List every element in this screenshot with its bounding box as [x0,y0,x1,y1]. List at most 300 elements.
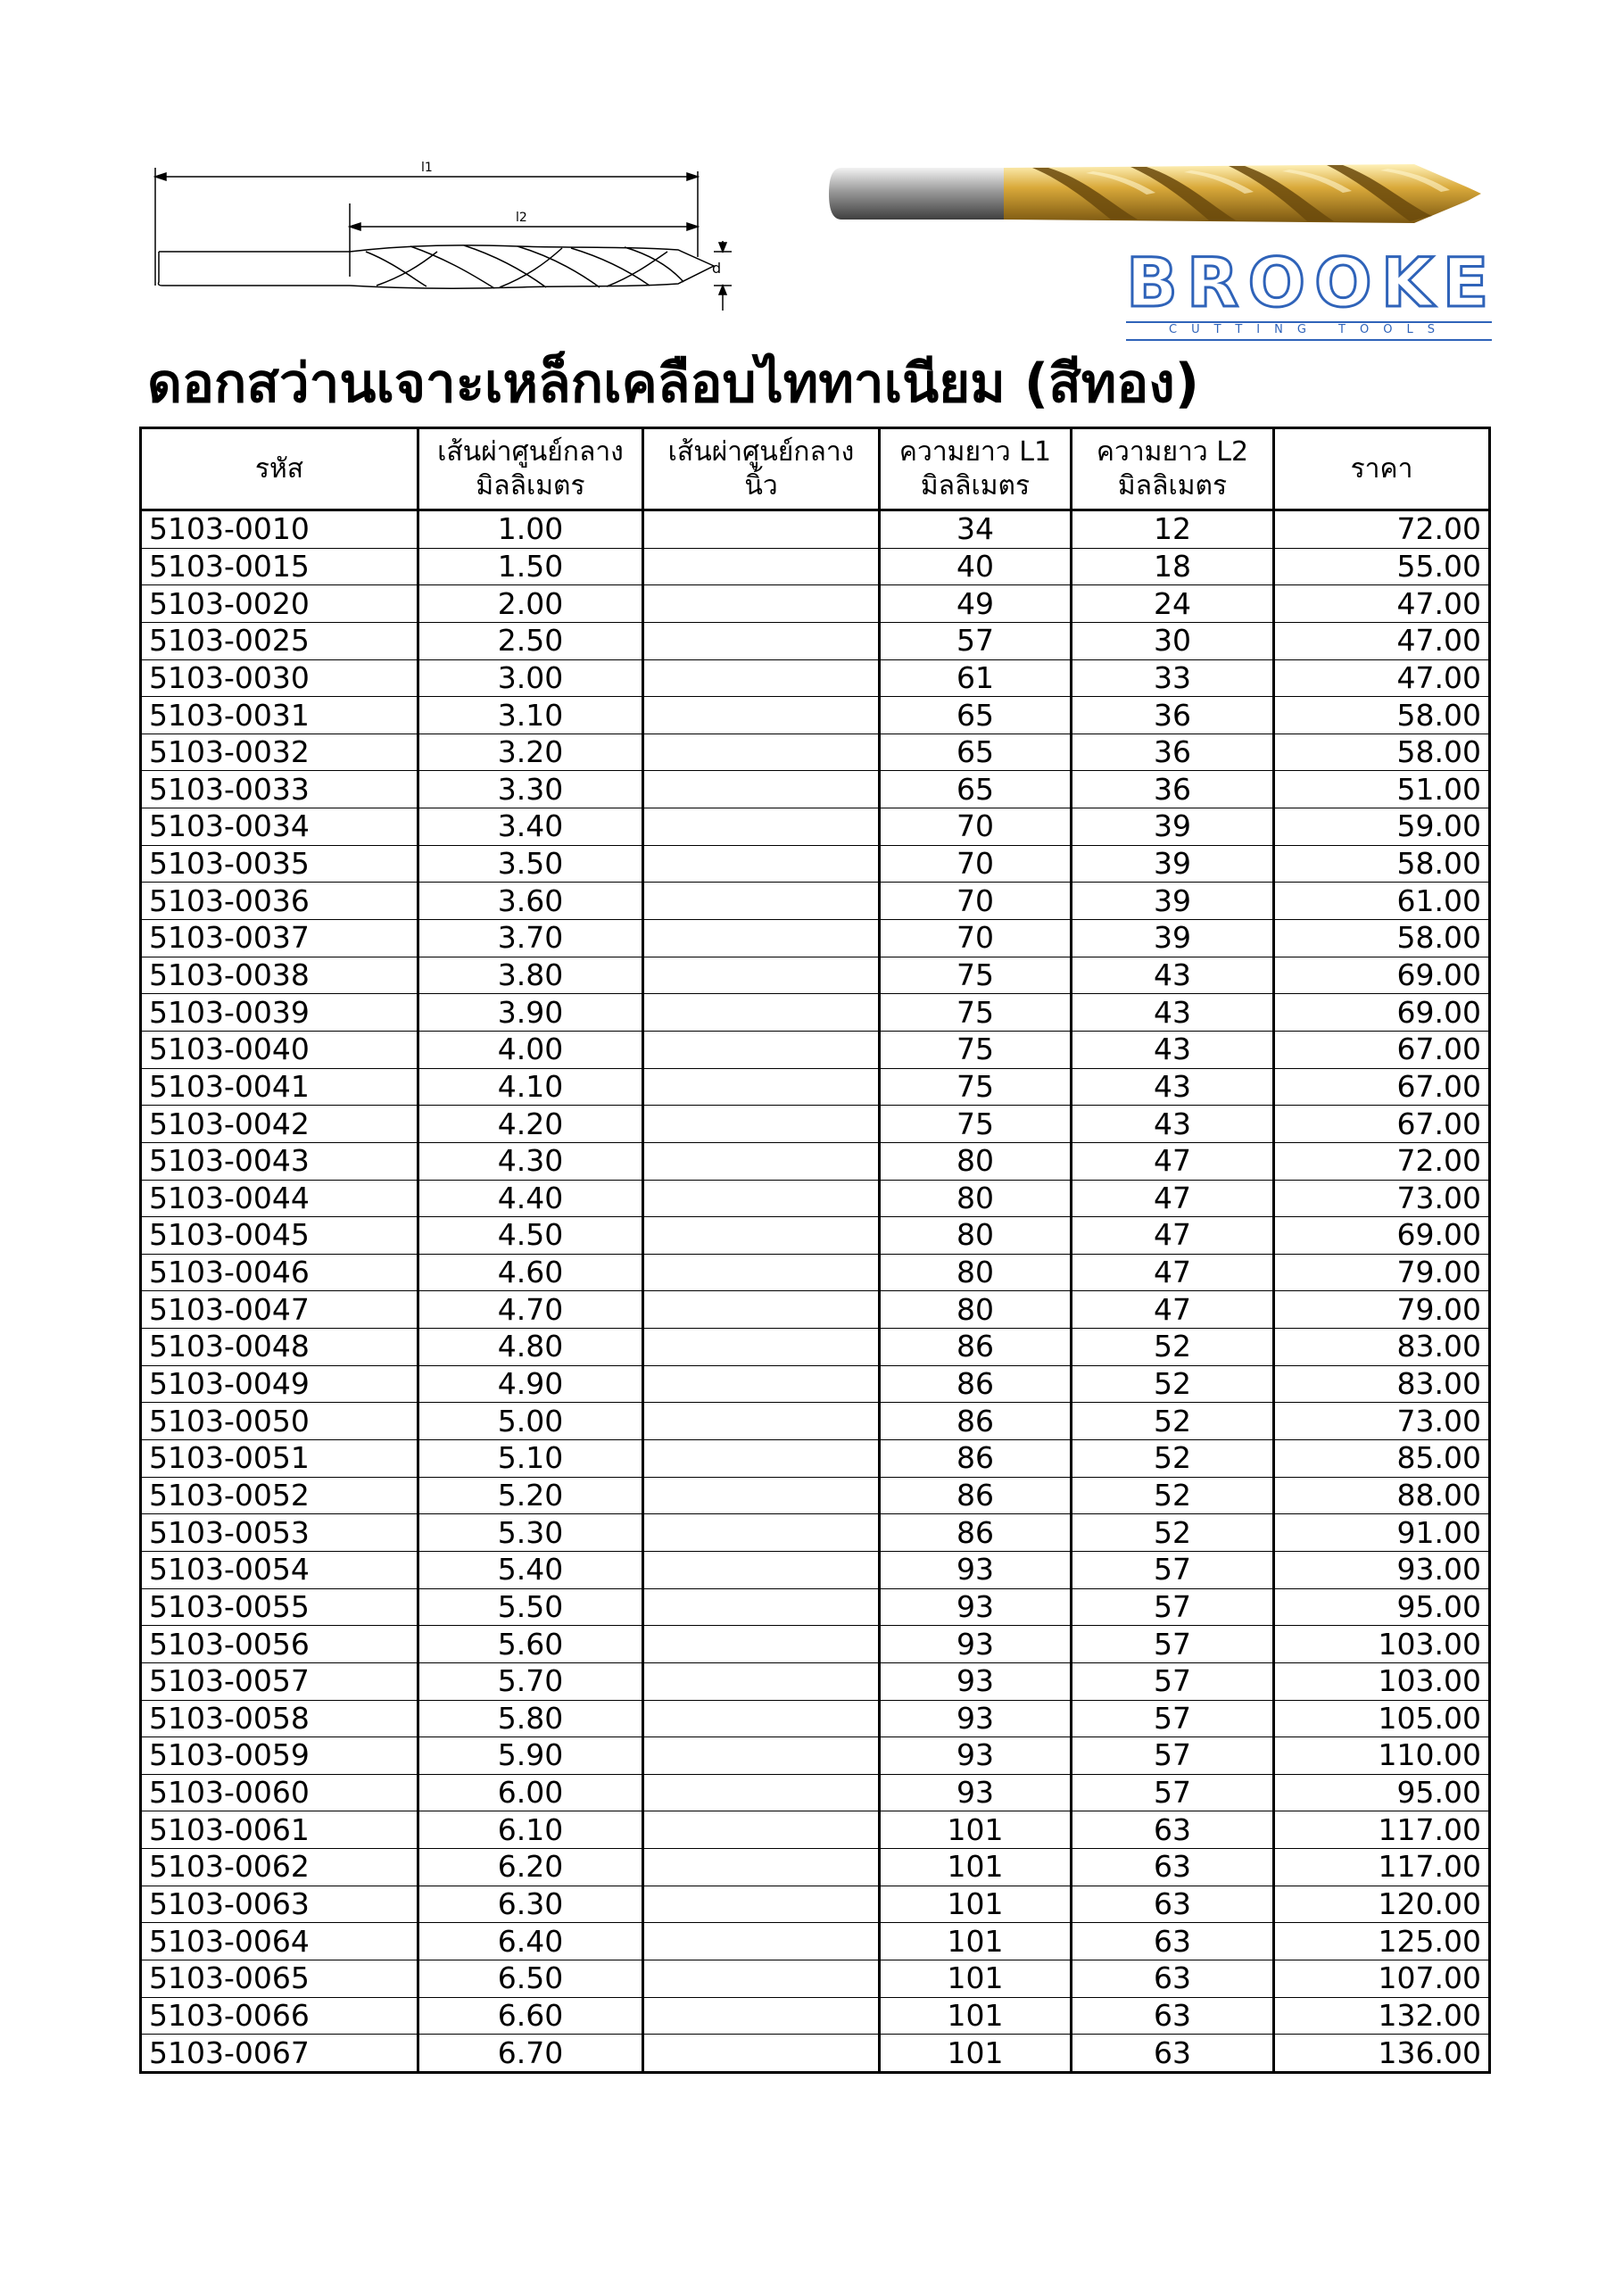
cell-price: 69.00 [1274,1217,1490,1255]
cell-price: 47.00 [1274,622,1490,659]
cell-length-l1: 86 [880,1440,1072,1478]
cell-diameter-mm: 3.80 [418,957,643,994]
cell-length-l2: 43 [1072,1106,1274,1143]
cell-price: 95.00 [1274,1774,1490,1811]
cell-price: 107.00 [1274,1960,1490,1997]
cell-length-l1: 65 [880,734,1072,771]
cell-diameter-inch [643,1737,880,1775]
cell-diameter-mm: 5.40 [418,1551,643,1588]
cell-code: 5103-0053 [141,1514,418,1552]
cell-length-l2: 36 [1072,697,1274,734]
table-row [141,585,1490,623]
cell-length-l1: 93 [880,1774,1072,1811]
cell-diameter-mm: 6.50 [418,1960,643,1997]
cell-diameter-mm: 6.10 [418,1811,643,1849]
cell-code: 5103-0038 [141,957,418,994]
cell-diameter-inch [643,622,880,659]
header-code [141,428,418,510]
cell-length-l2: 43 [1072,1031,1274,1068]
table-row [141,845,1490,883]
cell-price: 103.00 [1274,1662,1490,1700]
cell-price: 91.00 [1274,1514,1490,1552]
cell-code: 5103-0061 [141,1811,418,1849]
cell-length-l1: 80 [880,1291,1072,1329]
cell-length-l1: 49 [880,585,1072,623]
cell-code: 5103-0055 [141,1588,418,1626]
cell-length-l1: 70 [880,920,1072,957]
table-row [141,734,1490,771]
cell-price: 83.00 [1274,1329,1490,1366]
cell-length-l1: 93 [880,1737,1072,1775]
cell-length-l2: 63 [1072,1886,1274,1923]
cell-length-l1: 65 [880,771,1072,808]
cell-diameter-inch [643,1811,880,1849]
cell-diameter-inch [643,1477,880,1514]
cell-code: 5103-0065 [141,1960,418,1997]
cell-code: 5103-0032 [141,734,418,771]
cell-length-l2: 57 [1072,1737,1274,1775]
cell-length-l1: 101 [880,1849,1072,1886]
cell-code: 5103-0025 [141,622,418,659]
cell-diameter-inch [643,845,880,883]
table-row [141,771,1490,808]
cell-length-l1: 75 [880,1031,1072,1068]
cell-length-l1: 61 [880,659,1072,697]
cell-diameter-mm: 3.20 [418,734,643,771]
cell-diameter-inch [643,1217,880,1255]
cell-diameter-inch [643,920,880,957]
cell-diameter-mm: 3.70 [418,920,643,957]
cell-length-l2: 36 [1072,771,1274,808]
cell-length-l1: 86 [880,1403,1072,1440]
cell-length-l2: 57 [1072,1551,1274,1588]
cell-length-l1: 93 [880,1551,1072,1588]
cell-diameter-mm: 4.90 [418,1365,643,1403]
cell-diameter-inch [643,1106,880,1143]
cell-length-l2: 43 [1072,957,1274,994]
cell-length-l1: 101 [880,1886,1072,1923]
cell-code: 5103-0056 [141,1626,418,1663]
cell-code: 5103-0010 [141,510,418,549]
table-row [141,697,1490,734]
cell-length-l2: 52 [1072,1403,1274,1440]
cell-length-l1: 86 [880,1329,1072,1366]
cell-length-l2: 33 [1072,659,1274,697]
cell-code: 5103-0058 [141,1700,418,1737]
cell-price: 69.00 [1274,994,1490,1032]
cell-diameter-mm: 4.50 [418,1217,643,1255]
table-row [141,957,1490,994]
cell-price: 61.00 [1274,883,1490,920]
cell-price: 67.00 [1274,1068,1490,1106]
cell-diameter-mm: 3.40 [418,808,643,846]
table-row [141,1849,1490,1886]
cell-diameter-inch [643,1291,880,1329]
cell-length-l2: 63 [1072,1997,1274,2035]
cell-price: 59.00 [1274,808,1490,846]
cell-diameter-inch [643,585,880,623]
cell-diameter-mm: 1.00 [418,510,643,549]
table-row [141,622,1490,659]
cell-diameter-mm: 6.30 [418,1886,643,1923]
cell-code: 5103-0062 [141,1849,418,1886]
cell-price: 95.00 [1274,1588,1490,1626]
table-row [141,548,1490,585]
cell-diameter-inch [643,659,880,697]
cell-code: 5103-0031 [141,697,418,734]
cell-code: 5103-0046 [141,1254,418,1291]
cell-diameter-mm: 5.20 [418,1477,643,1514]
cell-length-l2: 43 [1072,994,1274,1032]
cell-diameter-inch [643,1180,880,1217]
cell-price: 117.00 [1274,1811,1490,1849]
header-length-l1-line1: ความยาว L1 [898,435,1052,468]
cell-length-l1: 101 [880,1811,1072,1849]
cell-diameter-inch [643,1997,880,2035]
cell-length-l1: 75 [880,1106,1072,1143]
cell-price: 120.00 [1274,1886,1490,1923]
cell-diameter-inch [643,883,880,920]
cell-diameter-inch [643,1514,880,1552]
table-row [141,1329,1490,1366]
brooke-logo [1126,243,1498,342]
cell-price: 93.00 [1274,1551,1490,1588]
cell-length-l1: 80 [880,1142,1072,1180]
cell-code: 5103-0033 [141,771,418,808]
cell-length-l2: 47 [1072,1142,1274,1180]
cell-diameter-inch [643,1254,880,1291]
cell-code: 5103-0037 [141,920,418,957]
cell-diameter-mm: 5.30 [418,1514,643,1552]
table-row [141,1626,1490,1663]
table-row [141,1068,1490,1106]
cell-diameter-mm: 5.10 [418,1440,643,1478]
cell-price: 79.00 [1274,1254,1490,1291]
table-row [141,1514,1490,1552]
cell-length-l2: 63 [1072,1923,1274,1960]
cell-length-l2: 52 [1072,1365,1274,1403]
cell-length-l2: 47 [1072,1291,1274,1329]
drill-bit-image [825,152,1490,236]
cell-diameter-inch [643,1329,880,1366]
cell-price: 47.00 [1274,585,1490,623]
cell-code: 5103-0045 [141,1217,418,1255]
cell-code: 5103-0040 [141,1031,418,1068]
cell-code: 5103-0015 [141,548,418,585]
table-row [141,2035,1490,2073]
cell-diameter-mm: 5.90 [418,1737,643,1775]
cell-diameter-mm: 3.30 [418,771,643,808]
cell-length-l1: 101 [880,2035,1072,2073]
cell-diameter-mm: 4.20 [418,1106,643,1143]
cell-length-l1: 75 [880,957,1072,994]
table-row [141,1254,1490,1291]
cell-diameter-inch [643,1403,880,1440]
table-row [141,510,1490,549]
cell-code: 5103-0059 [141,1737,418,1775]
header-diameter-inch-line2: นิ้ว [744,469,778,501]
table-row [141,1551,1490,1588]
cell-length-l2: 24 [1072,585,1274,623]
header-length-l1-line2: มิลลิเมตร [920,469,1031,501]
header-diameter-inch-line1: เส้นผ่าศูนย์กลาง [667,435,855,468]
cell-diameter-mm: 6.70 [418,2035,643,2073]
cell-length-l1: 34 [880,510,1072,549]
table-row [141,1031,1490,1068]
cell-price: 136.00 [1274,2035,1490,2073]
cell-code: 5103-0030 [141,659,418,697]
cell-code: 5103-0036 [141,883,418,920]
cell-code: 5103-0066 [141,1997,418,2035]
cell-length-l2: 57 [1072,1626,1274,1663]
cell-code: 5103-0047 [141,1291,418,1329]
table-row [141,1217,1490,1255]
cell-length-l2: 47 [1072,1180,1274,1217]
cell-length-l2: 39 [1072,808,1274,846]
header-price-label: ราคา [1350,452,1413,485]
cell-length-l1: 101 [880,1923,1072,1960]
cell-diameter-mm: 5.70 [418,1662,643,1700]
table-row [141,920,1490,957]
cell-code: 5103-0042 [141,1106,418,1143]
cell-price: 55.00 [1274,548,1490,585]
cell-diameter-mm: 4.80 [418,1329,643,1366]
cell-length-l2: 52 [1072,1477,1274,1514]
cell-length-l1: 80 [880,1254,1072,1291]
cell-price: 69.00 [1274,957,1490,994]
cell-length-l2: 30 [1072,622,1274,659]
cell-length-l1: 86 [880,1477,1072,1514]
header-price [1274,428,1490,510]
cell-diameter-mm: 4.30 [418,1142,643,1180]
cell-diameter-inch [643,1031,880,1068]
cell-price: 110.00 [1274,1737,1490,1775]
header-code-label: รหัส [254,452,304,485]
cell-price: 105.00 [1274,1700,1490,1737]
cell-price: 67.00 [1274,1031,1490,1068]
cell-diameter-inch [643,957,880,994]
cell-code: 5103-0034 [141,808,418,846]
cell-diameter-mm: 3.50 [418,845,643,883]
cell-diameter-mm: 5.50 [418,1588,643,1626]
cell-length-l1: 70 [880,883,1072,920]
cell-length-l2: 63 [1072,1960,1274,1997]
table-row [141,1700,1490,1737]
drill-dimension-diagram [143,152,749,330]
cell-code: 5103-0039 [141,994,418,1032]
cell-length-l1: 65 [880,697,1072,734]
cell-code: 5103-0064 [141,1923,418,1960]
cell-length-l2: 63 [1072,1811,1274,1849]
cell-diameter-inch [643,1588,880,1626]
cell-code: 5103-0060 [141,1774,418,1811]
price-table [139,427,1491,2074]
cell-length-l2: 12 [1072,510,1274,549]
cell-length-l2: 52 [1072,1329,1274,1366]
table-row [141,1997,1490,2035]
cell-price: 72.00 [1274,510,1490,549]
cell-code: 5103-0050 [141,1403,418,1440]
cell-diameter-mm: 6.00 [418,1774,643,1811]
header-diameter-mm-line2: มิลลิเมตร [476,469,585,501]
cell-diameter-inch [643,1960,880,1997]
cell-diameter-inch [643,734,880,771]
cell-diameter-mm: 3.10 [418,697,643,734]
cell-code: 5103-0043 [141,1142,418,1180]
cell-price: 58.00 [1274,845,1490,883]
cell-diameter-mm: 1.50 [418,548,643,585]
table-row [141,1588,1490,1626]
cell-price: 72.00 [1274,1142,1490,1180]
table-row [141,1365,1490,1403]
cell-code: 5103-0063 [141,1886,418,1923]
cell-length-l2: 52 [1072,1514,1274,1552]
cell-price: 85.00 [1274,1440,1490,1478]
cell-price: 132.00 [1274,1997,1490,2035]
cell-diameter-inch [643,697,880,734]
logo-tagline: CUTTING TOOLS [1169,323,1449,336]
cell-price: 73.00 [1274,1403,1490,1440]
cell-price: 58.00 [1274,920,1490,957]
header-length-l1 [880,428,1072,510]
cell-diameter-inch [643,1886,880,1923]
cell-price: 88.00 [1274,1477,1490,1514]
cell-price: 73.00 [1274,1180,1490,1217]
cell-diameter-inch [643,548,880,585]
cell-diameter-mm: 3.00 [418,659,643,697]
cell-price: 58.00 [1274,697,1490,734]
cell-diameter-mm: 4.00 [418,1031,643,1068]
cell-length-l2: 47 [1072,1254,1274,1291]
cell-diameter-mm: 3.60 [418,883,643,920]
cell-diameter-mm: 3.90 [418,994,643,1032]
cell-length-l2: 57 [1072,1774,1274,1811]
cell-code: 5103-0054 [141,1551,418,1588]
cell-length-l1: 93 [880,1662,1072,1700]
cell-diameter-inch [643,1068,880,1106]
cell-diameter-inch [643,1551,880,1588]
cell-diameter-mm: 5.60 [418,1626,643,1663]
cell-diameter-mm: 6.40 [418,1923,643,1960]
label-l2: l2 [516,211,527,225]
cell-length-l1: 57 [880,622,1072,659]
header-diameter-inch [643,428,880,510]
cell-length-l1: 86 [880,1365,1072,1403]
cell-diameter-mm: 2.50 [418,622,643,659]
cell-length-l1: 93 [880,1588,1072,1626]
cell-length-l1: 93 [880,1700,1072,1737]
cell-price: 51.00 [1274,771,1490,808]
table-row [141,659,1490,697]
table-row [141,1960,1490,1997]
cell-price: 103.00 [1274,1626,1490,1663]
page-title: ดอกสว่านเจาะเหล็กเคลือบไททาเนียม (สีทอง) [147,352,1200,415]
cell-diameter-mm: 6.60 [418,1997,643,2035]
cell-length-l2: 57 [1072,1700,1274,1737]
table-row [141,1403,1490,1440]
cell-diameter-mm: 2.00 [418,585,643,623]
cell-diameter-inch [643,1700,880,1737]
header-diameter-mm [418,428,643,510]
cell-diameter-inch [643,1440,880,1478]
cell-length-l2: 18 [1072,548,1274,585]
table-row [141,1440,1490,1478]
label-d: d [712,260,722,277]
cell-code: 5103-0048 [141,1329,418,1366]
cell-length-l1: 86 [880,1514,1072,1552]
cell-diameter-mm: 4.40 [418,1180,643,1217]
cell-length-l2: 43 [1072,1068,1274,1106]
cell-code: 5103-0035 [141,845,418,883]
table-row [141,1662,1490,1700]
cell-code: 5103-0041 [141,1068,418,1106]
table-row [141,1923,1490,1960]
cell-length-l2: 47 [1072,1217,1274,1255]
cell-length-l2: 52 [1072,1440,1274,1478]
cell-diameter-inch [643,1923,880,1960]
cell-diameter-inch [643,1365,880,1403]
cell-diameter-mm: 4.70 [418,1291,643,1329]
table-header-row [141,428,1490,510]
cell-diameter-mm: 5.00 [418,1403,643,1440]
header-diameter-mm-line1: เส้นผ่าศูนย์กลาง [437,435,624,468]
cell-length-l1: 101 [880,1960,1072,1997]
table-row [141,1291,1490,1329]
cell-code: 5103-0051 [141,1440,418,1478]
cell-length-l2: 39 [1072,845,1274,883]
header-length-l2-line2: มิลลิเมตร [1117,469,1228,501]
cell-price: 117.00 [1274,1849,1490,1886]
cell-length-l2: 57 [1072,1588,1274,1626]
table-row [141,808,1490,846]
cell-diameter-inch [643,1142,880,1180]
cell-diameter-inch [643,994,880,1032]
header-length-l2 [1072,428,1274,510]
cell-code: 5103-0067 [141,2035,418,2073]
table-row [141,1886,1490,1923]
table-row [141,1477,1490,1514]
cell-length-l2: 39 [1072,920,1274,957]
cell-length-l1: 80 [880,1180,1072,1217]
table-row [141,1737,1490,1775]
cell-diameter-mm: 4.10 [418,1068,643,1106]
cell-length-l1: 75 [880,994,1072,1032]
cell-price: 58.00 [1274,734,1490,771]
cell-diameter-mm: 6.20 [418,1849,643,1886]
cell-price: 125.00 [1274,1923,1490,1960]
cell-length-l2: 36 [1072,734,1274,771]
table-row [141,1142,1490,1180]
cell-diameter-inch [643,1626,880,1663]
cell-price: 83.00 [1274,1365,1490,1403]
table-row [141,1774,1490,1811]
cell-price: 79.00 [1274,1291,1490,1329]
cell-code: 5103-0057 [141,1662,418,1700]
cell-code: 5103-0020 [141,585,418,623]
cell-diameter-mm: 4.60 [418,1254,643,1291]
cell-price: 67.00 [1274,1106,1490,1143]
cell-code: 5103-0052 [141,1477,418,1514]
cell-length-l1: 40 [880,548,1072,585]
cell-length-l1: 80 [880,1217,1072,1255]
header-length-l2-line1: ความยาว L2 [1096,435,1249,468]
logo-brand: BROOKE [1126,243,1498,322]
cell-diameter-inch [643,510,880,549]
cell-diameter-inch [643,808,880,846]
cell-length-l2: 57 [1072,1662,1274,1700]
table-row [141,1811,1490,1849]
cell-diameter-mm: 5.80 [418,1700,643,1737]
